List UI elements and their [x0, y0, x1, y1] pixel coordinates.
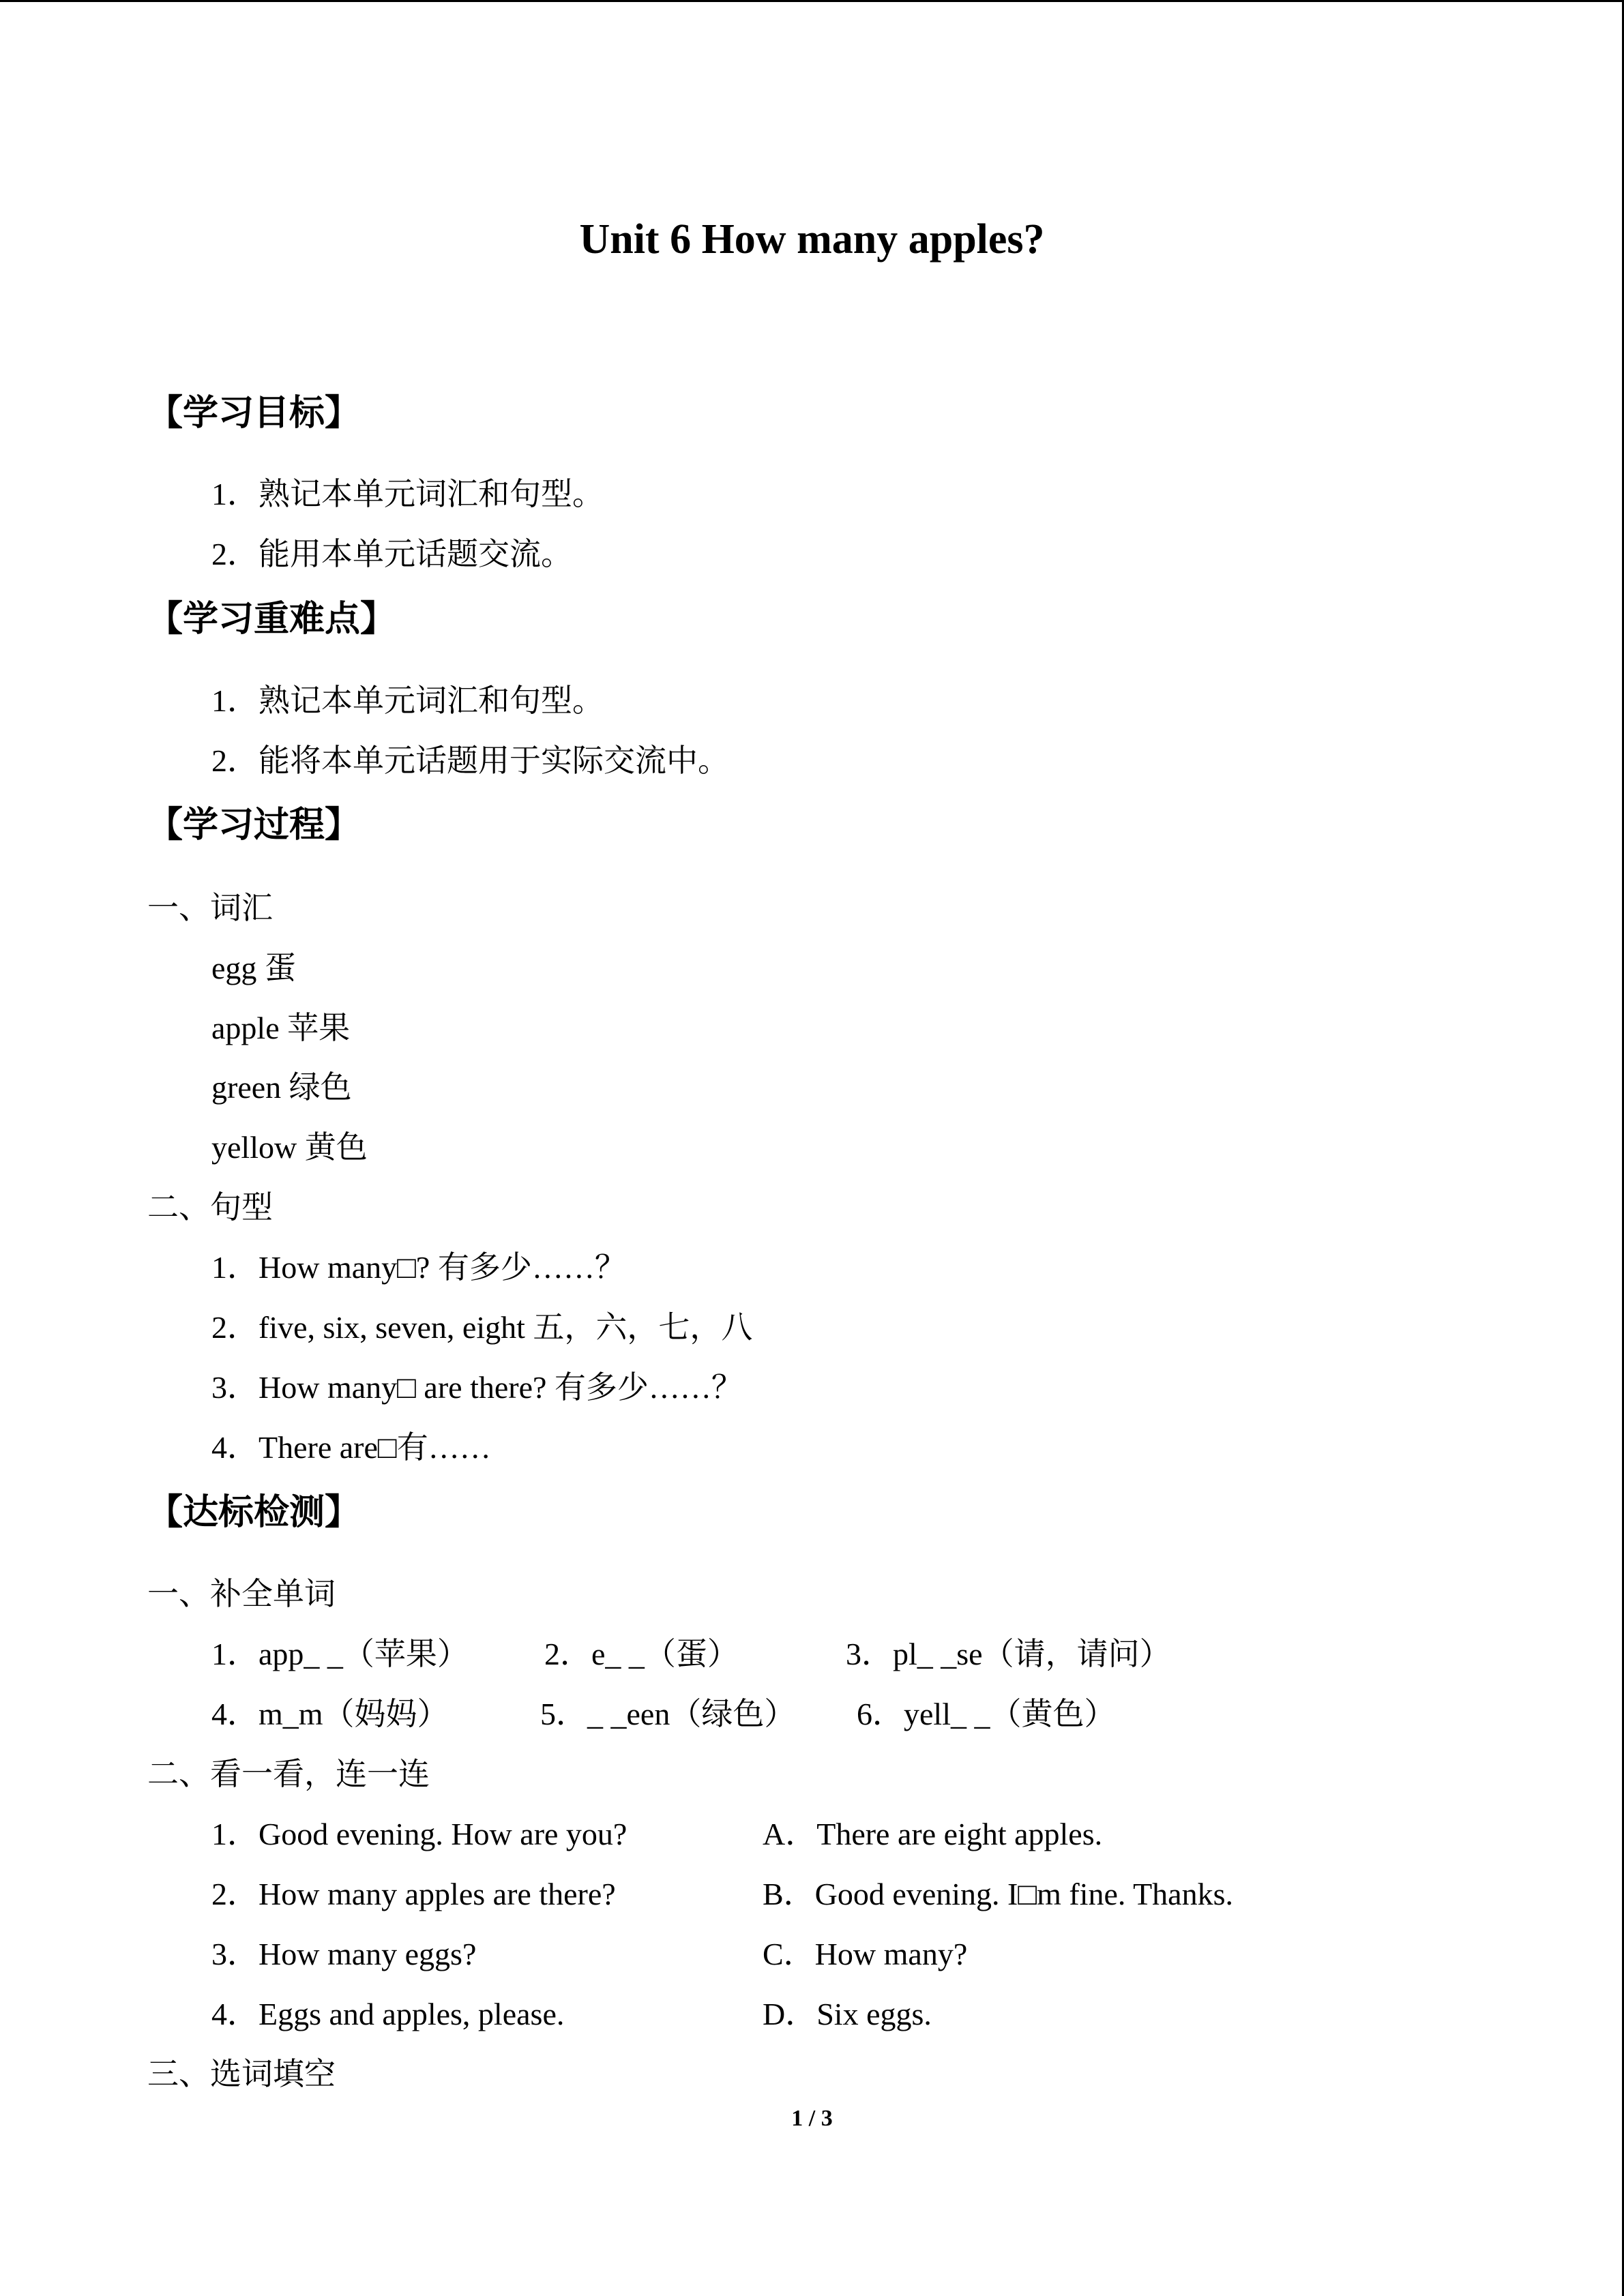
- match-question: 4．Eggs and apples, please.: [211, 1997, 565, 2031]
- process-heading: 【学习过程】: [147, 805, 361, 846]
- fill-item: 2．e_ _（蛋）: [544, 1637, 739, 1671]
- fill-item: 1．app_ _（苹果）: [211, 1637, 469, 1671]
- vocab-item: egg 蛋: [211, 951, 296, 985]
- fill-item: 6．yell_ _（黄色）: [857, 1697, 1116, 1731]
- fill-section-title: 一、补全单词: [147, 1577, 336, 1611]
- sentence-item: 2．five, six, seven, eight 五，六，七，八: [211, 1310, 753, 1345]
- fill-item: 3．pl_ _se（请，请问）: [846, 1637, 1171, 1671]
- vocab-section-title: 一、词汇: [147, 891, 273, 925]
- document-title: Unit 6 How many apples?: [579, 216, 1045, 263]
- key-points-heading: 【学习重难点】: [147, 599, 396, 640]
- page-number: 1 / 3: [791, 2106, 833, 2131]
- key-point-item-2: 2．能将本单元话题用于实际交流中。: [211, 743, 729, 778]
- match-question: 2．How many apples are there?: [211, 1877, 616, 1911]
- match-answer: C．How many?: [763, 1937, 968, 1971]
- vocab-item: apple 苹果: [211, 1011, 351, 1045]
- sentence-section-title: 二、句型: [147, 1190, 273, 1225]
- fill-item: 4．m_m（妈妈）: [211, 1697, 449, 1731]
- goals-heading: 【学习目标】: [147, 393, 361, 434]
- page-border-top: [0, 0, 1624, 2]
- match-answer: D．Six eggs.: [763, 1997, 932, 2031]
- match-answer: A．There are eight apples.: [763, 1817, 1103, 1851]
- match-answer: B．Good evening. I□m fine. Thanks.: [763, 1877, 1233, 1911]
- key-point-item-1: 1．熟记本单元词汇和句型。: [211, 683, 604, 718]
- sentence-item: 3．How many□ are there? 有多少……？: [211, 1370, 743, 1405]
- test-heading: 【达标检测】: [147, 1492, 361, 1533]
- fill-item: 5．_ _een（绿色）: [540, 1697, 796, 1731]
- sentence-item: 1．How many□? 有多少……？: [211, 1250, 626, 1285]
- match-section-title: 二、看一看，连一连: [147, 1757, 430, 1791]
- goal-item-1: 1．熟记本单元词汇和句型。: [211, 477, 604, 511]
- vocab-item: yellow 黄色: [211, 1130, 368, 1165]
- vocab-item: green 绿色: [211, 1070, 352, 1105]
- match-question: 1．Good evening. How are you?: [211, 1817, 628, 1851]
- choose-section-title: 三、选词填空: [147, 2057, 336, 2091]
- goal-item-2: 2．能用本单元话题交流。: [211, 537, 572, 571]
- sentence-item: 4．There are□有……: [211, 1430, 491, 1465]
- match-question: 3．How many eggs?: [211, 1937, 477, 1971]
